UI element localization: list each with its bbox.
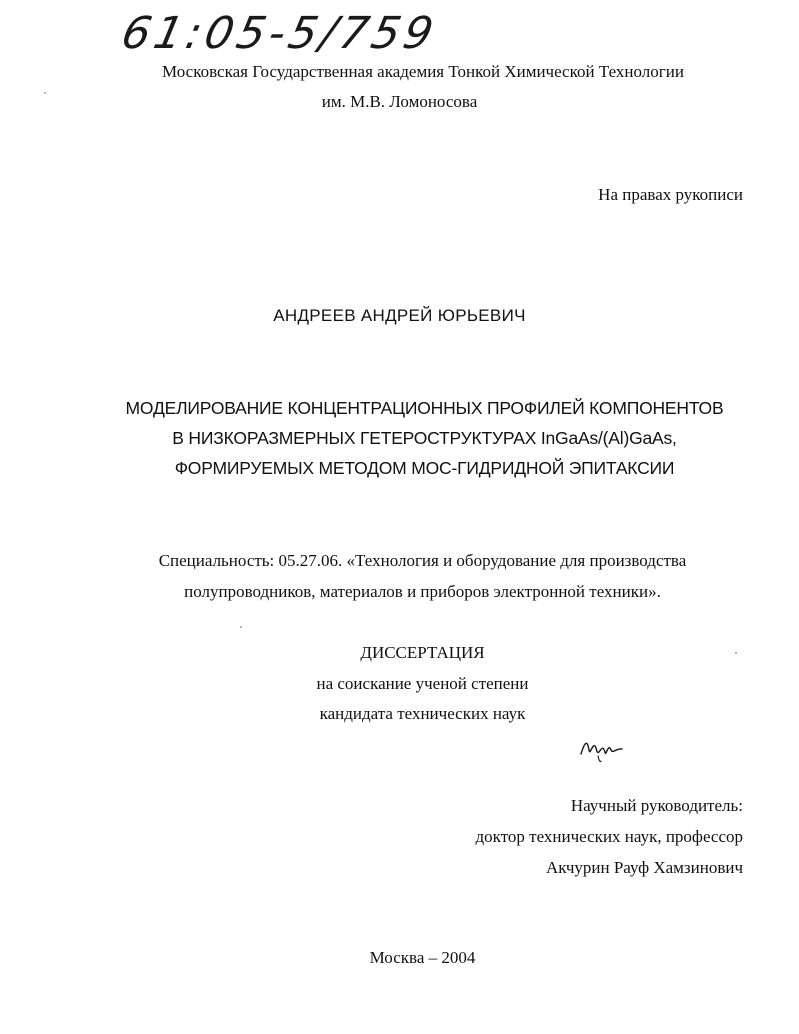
supervisor-name: Акчурин Рауф Хамзинович [545, 858, 743, 877]
manuscript-note: На правах рукописи [598, 185, 743, 204]
thesis-title-line: В НИЗКОРАЗМЕРНЫХ ГЕТЕРОСТРУКТУРАХ InGaAs/(Al)GaAs, [172, 428, 677, 448]
degree-line: кандидата технических наук [319, 704, 526, 723]
supervisor-degree: доктор технических наук, профессор [475, 827, 743, 846]
scan-speck [240, 626, 242, 628]
thesis-title-line: МОДЕЛИРОВАНИЕ КОНЦЕНТРАЦИОННЫХ ПРОФИЛЕЙ КОМПОНЕНТОВ [125, 398, 724, 418]
scan-speck [735, 652, 737, 654]
supervisor-label: Научный руководитель: [570, 796, 743, 815]
author-name: АНДРЕЕВ АНДРЕЙ ЮРЬЕВИЧ [273, 306, 526, 325]
city-year: Москва – 2004 [369, 948, 476, 967]
specialty-line: Специальность: 05.27.06. «Технология и оборудование для производства [158, 551, 687, 570]
degree-line: на соискание ученой степени [316, 674, 529, 693]
scan-speck [44, 92, 46, 94]
institution-name-suffix: им. М.В. Ломоносова [321, 92, 478, 111]
thesis-title-line: ФОРМИРУЕМЫХ МЕТОДОМ МОС-ГИДРИДНОЙ ЭПИТАКСИИ [174, 458, 675, 478]
institution-name: Московская Государственная академия Тонкой Химической Технологии [162, 62, 684, 81]
signature-icon [578, 732, 624, 766]
specialty-line: полупроводников, материалов и приборов электронной техники». [184, 582, 661, 601]
document-type: ДИССЕРТАЦИЯ [360, 643, 485, 662]
archive-number-handwritten: 61:05-5/759 [117, 8, 442, 59]
